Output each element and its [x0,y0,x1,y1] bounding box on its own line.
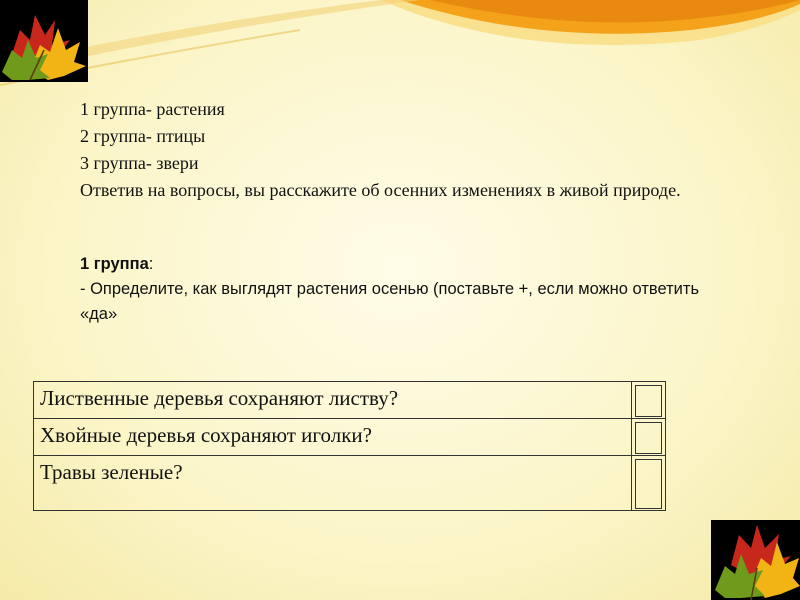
table-row [34,456,666,511]
table-row [34,419,666,456]
answer-cell[interactable] [632,382,666,419]
group-1-task [80,252,720,327]
task-group-colon: : [148,255,154,273]
question-cell: Травы зеленые? [34,456,632,511]
intro-line-group-1: 1 группа- растения [80,99,225,119]
answer-cell[interactable] [632,419,666,456]
question-cell: Лиственные деревья сохраняют листву? [34,382,632,419]
answer-cell[interactable] [632,456,666,511]
autumn-leaves-icon [711,520,800,600]
answer-box[interactable] [635,385,662,417]
groups-intro [80,96,690,204]
task-instruction: - Определите, как выглядят растения осенью (поставьте +, если можно ответить «да» [80,280,700,323]
intro-line-group-3: 3 группа- звери [80,153,199,173]
answer-box[interactable] [635,422,662,454]
task-heading [80,252,720,277]
task-group-label: 1 группа [80,255,149,273]
decorative-swoosh [0,0,800,90]
questions-table [33,381,666,511]
intro-instruction: Ответив на вопросы, вы расскажите об осенних изменениях в живой природе. [80,180,681,200]
intro-line-group-2: 2 группа- птицы [80,126,206,146]
table-row [34,382,666,419]
autumn-leaves-icon [0,0,88,82]
answer-box[interactable] [635,459,662,509]
question-cell: Хвойные деревья сохраняют иголки? [34,419,632,456]
